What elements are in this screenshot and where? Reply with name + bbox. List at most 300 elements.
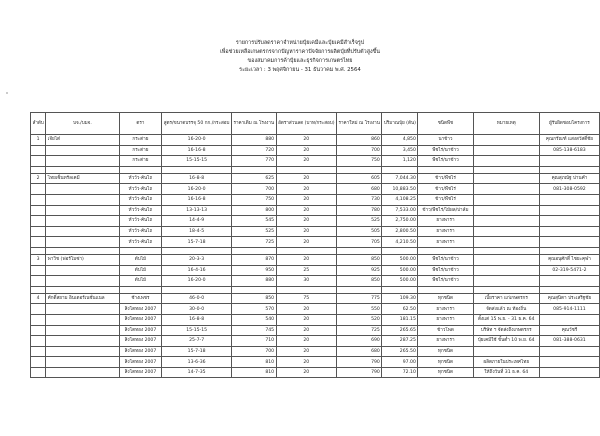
- formula-cell: 15-7-18: [162, 346, 232, 357]
- table-row: [31, 184, 600, 195]
- old-price-cell: 810: [231, 357, 276, 368]
- table-row: [31, 226, 600, 237]
- gap-cell: [473, 247, 539, 254]
- company-name-cell: พาวิช (ฟอร์โมซ่า): [46, 254, 119, 265]
- col-header: ตรา: [119, 113, 162, 135]
- new-price-cell: 730: [337, 194, 382, 205]
- company-name-cell: ศักดิ์สยาม อินเตอร์เนชั่นแนล: [46, 293, 119, 304]
- discount-cell: 20: [276, 145, 336, 156]
- old-price-cell: 700: [231, 184, 276, 195]
- crop-type-cell: พืชไร่/นาข้าว: [418, 254, 473, 265]
- brand-cell: ดับไม้: [119, 276, 162, 287]
- gap-cell: [337, 166, 382, 173]
- old-price-cell: 850: [231, 293, 276, 304]
- doc-title-line-3: ของสมาคมการค้าปุ๋ยและธุรกิจการเกษตรไทย: [247, 58, 353, 64]
- formula-cell: 18-4-5: [162, 226, 232, 237]
- remark-cell: ให้ถึงวันที่ 31 ธ.ค. 64: [473, 367, 539, 378]
- new-price-cell: 790: [337, 357, 382, 368]
- formula-cell: 46-0-0: [162, 293, 232, 304]
- quantity-tons-cell: 10,883.50: [382, 184, 418, 195]
- quantity-tons-cell: 72.10: [382, 367, 418, 378]
- table-row: [31, 156, 600, 167]
- company-name-cell: [46, 336, 119, 347]
- gap-cell: [119, 247, 162, 254]
- row-index-cell: [31, 276, 46, 287]
- old-price-cell: 750: [231, 194, 276, 205]
- brand-cell: หัววัว-คันไถ: [119, 237, 162, 248]
- brand-cell: หัววัว-คันไถ: [119, 226, 162, 237]
- gap-cell: [382, 247, 418, 254]
- col-header: หมายเหตุ: [473, 113, 539, 135]
- gap-cell: [418, 286, 473, 293]
- row-index-cell: 2: [31, 173, 46, 184]
- brand-cell: ดับไม้: [119, 265, 162, 276]
- old-price-cell: 745: [231, 325, 276, 336]
- row-index-cell: [31, 357, 46, 368]
- gap-cell: [46, 166, 119, 173]
- discount-cell: 20: [276, 135, 336, 146]
- quantity-tons-cell: 62.50: [382, 304, 418, 315]
- col-header: ชนิดพืช: [418, 113, 473, 135]
- new-price-cell: 790: [337, 367, 382, 378]
- discount-cell: 20: [276, 336, 336, 347]
- contact-cell: 02-319-5471-2: [539, 265, 599, 276]
- new-price-cell: 525: [337, 216, 382, 227]
- remark-cell: [473, 265, 539, 276]
- gap-cell: [337, 286, 382, 293]
- discount-cell: 75: [276, 293, 336, 304]
- crop-type-cell: ข้าว/พืชไร่: [418, 173, 473, 184]
- new-price-cell: 700: [337, 145, 382, 156]
- crop-type-cell: ยางพารา: [418, 216, 473, 227]
- gap-cell: [162, 166, 232, 173]
- brand-cell: สิงโตทอง 2007: [119, 304, 162, 315]
- crop-type-cell: ข้าว/พืชไร่: [418, 194, 473, 205]
- gap-cell: [539, 166, 599, 173]
- crop-type-cell: พืชไร่/นาข้าว: [418, 145, 473, 156]
- table-row: [31, 357, 600, 368]
- contact-cell: 085-914-1111: [539, 304, 599, 315]
- remark-cell: [473, 237, 539, 248]
- table-row: [31, 194, 600, 205]
- quantity-tons-cell: 2,800.50: [382, 226, 418, 237]
- table-body: [31, 135, 600, 378]
- gap-cell: [162, 286, 232, 293]
- row-index-cell: [31, 145, 46, 156]
- discount-cell: 20: [276, 314, 336, 325]
- remark-cell: ผลิตภายในประเทศไทย: [473, 357, 539, 368]
- company-name-cell: [46, 265, 119, 276]
- crop-type-cell: ทุกชนิด: [418, 293, 473, 304]
- company-name-cell: [46, 276, 119, 287]
- table-row: [31, 205, 600, 216]
- crop-type-cell: นาข้าว: [418, 135, 473, 146]
- discount-cell: 20: [276, 325, 336, 336]
- new-price-cell: 680: [337, 346, 382, 357]
- gap-cell: [46, 247, 119, 254]
- brand-cell: ดับไม้: [119, 254, 162, 265]
- row-index-cell: [31, 194, 46, 205]
- contact-cell: 081-308-0592: [539, 184, 599, 195]
- table-row: [31, 265, 600, 276]
- crop-type-cell: พืชไร่/นาข้าว: [418, 276, 473, 287]
- quantity-tons-cell: 181.15: [382, 314, 418, 325]
- gap-cell: [231, 286, 276, 293]
- crop-type-cell: ทุกชนิด: [418, 357, 473, 368]
- contact-cell: 081-388-0631: [539, 336, 599, 347]
- contact-cell: คุณอนุศักดิ์ ไชยะคุฬา: [539, 254, 599, 265]
- remark-cell: [473, 135, 539, 146]
- new-price-cell: 690: [337, 336, 382, 347]
- company-name-cell: [46, 216, 119, 227]
- gap-cell: [473, 286, 539, 293]
- brand-cell: กระต่าย: [119, 145, 162, 156]
- quantity-tons-cell: 500.00: [382, 254, 418, 265]
- company-name-cell: [46, 145, 119, 156]
- table-row: [31, 293, 600, 304]
- discount-cell: 25: [276, 265, 336, 276]
- scan-speck: [6, 92, 8, 94]
- formula-cell: 16-16-8: [162, 145, 232, 156]
- table-row: [31, 346, 600, 357]
- new-price-cell: 725: [337, 325, 382, 336]
- table-row: [31, 336, 600, 347]
- row-index-cell: 3: [31, 254, 46, 265]
- remark-cell: [473, 216, 539, 227]
- quantity-tons-cell: 109.30: [382, 293, 418, 304]
- crop-type-cell: พืชไร่/นาข้าว: [418, 156, 473, 167]
- contact-cell: 085-138-6183: [539, 145, 599, 156]
- remark-cell: [473, 173, 539, 184]
- new-price-cell: 775: [337, 293, 382, 304]
- brand-cell: สิงโตทอง 2007: [119, 357, 162, 368]
- brand-cell: ช้างเพชร: [119, 293, 162, 304]
- old-price-cell: 880: [231, 135, 276, 146]
- formula-cell: 16-8-8: [162, 173, 232, 184]
- quantity-tons-cell: 97.00: [382, 357, 418, 368]
- company-name-cell: [46, 156, 119, 167]
- table-row: [31, 314, 600, 325]
- discount-cell: 20: [276, 237, 336, 248]
- table-row: [31, 173, 600, 184]
- formula-cell: 16-20-0: [162, 135, 232, 146]
- remark-cell: บริษัท ฯ จัดส่งถึงเกษตรกร: [473, 325, 539, 336]
- crop-type-cell: ยางพารา: [418, 304, 473, 315]
- table-row: [31, 325, 600, 336]
- formula-cell: 25-7-7: [162, 336, 232, 347]
- old-price-cell: 525: [231, 226, 276, 237]
- table-row: [31, 216, 600, 227]
- row-index-cell: [31, 237, 46, 248]
- contact-cell: [539, 216, 599, 227]
- gap-cell: [382, 286, 418, 293]
- discount-cell: 30: [276, 276, 336, 287]
- contact-cell: คุณกรัณฑ์ แสงสวัสดิ์ชัย: [539, 135, 599, 146]
- formula-cell: 15-15-15: [162, 325, 232, 336]
- contact-cell: [539, 237, 599, 248]
- contact-cell: [539, 357, 599, 368]
- discount-cell: 20: [276, 304, 336, 315]
- formula-cell: 15-15-15: [162, 156, 232, 167]
- brand-cell: หัววัว-คันไถ: [119, 173, 162, 184]
- gap-cell: [276, 286, 336, 293]
- brand-cell: กระต่าย: [119, 135, 162, 146]
- gap-cell: [382, 166, 418, 173]
- quantity-tons-cell: 265.50: [382, 346, 418, 357]
- remark-cell: [473, 156, 539, 167]
- remark-cell: [473, 205, 539, 216]
- gap-cell: [276, 247, 336, 254]
- remark-cell: ปุ๋ยเคมีใช้ ขั้นต่ำ 10 พ.ย. 64: [473, 336, 539, 347]
- remark-cell: [473, 145, 539, 156]
- gap-cell: [418, 166, 473, 173]
- crop-type-cell: ยางพารา: [418, 226, 473, 237]
- remark-cell: [473, 346, 539, 357]
- new-price-cell: 850: [337, 254, 382, 265]
- row-index-cell: [31, 216, 46, 227]
- quantity-tons-cell: 1,120: [382, 156, 418, 167]
- old-price-cell: 770: [231, 156, 276, 167]
- old-price-cell: 545: [231, 216, 276, 227]
- row-index-cell: [31, 325, 46, 336]
- remark-cell: จัดส่งแล้ว ณ ท้องถิ่น: [473, 304, 539, 315]
- table-header-row: [31, 113, 600, 135]
- row-index-cell: 1: [31, 135, 46, 146]
- gap-cell: [337, 247, 382, 254]
- discount-cell: 20: [276, 254, 336, 265]
- contact-cell: คุณวัชรี: [539, 325, 599, 336]
- gap-cell: [473, 166, 539, 173]
- col-header: ราคาใหม่ ณ โรงงาน: [337, 113, 382, 135]
- remark-cell: [473, 184, 539, 195]
- old-price-cell: 800: [231, 205, 276, 216]
- company-name-cell: [46, 184, 119, 195]
- table-gap-row: [31, 286, 600, 293]
- old-price-cell: 810: [231, 367, 276, 378]
- table-row: [31, 367, 600, 378]
- new-price-cell: 505: [337, 226, 382, 237]
- remark-cell: [473, 194, 539, 205]
- row-index-cell: [31, 226, 46, 237]
- table-row: [31, 276, 600, 287]
- new-price-cell: 550: [337, 304, 382, 315]
- company-name-cell: เจียไต๋: [46, 135, 119, 146]
- gap-cell: [418, 247, 473, 254]
- formula-cell: 14-4-9: [162, 216, 232, 227]
- crop-type-cell: ทุกชนิด: [418, 367, 473, 378]
- quantity-tons-cell: 3,450: [382, 145, 418, 156]
- contact-cell: [539, 226, 599, 237]
- company-name-cell: [46, 194, 119, 205]
- old-price-cell: 880: [231, 276, 276, 287]
- remark-cell: [473, 254, 539, 265]
- old-price-cell: 720: [231, 145, 276, 156]
- discount-cell: 20: [276, 367, 336, 378]
- gap-cell: [31, 166, 46, 173]
- new-price-cell: 605: [337, 173, 382, 184]
- crop-type-cell: ยางพารา: [418, 336, 473, 347]
- quantity-tons-cell: 500.00: [382, 265, 418, 276]
- quantity-tons-cell: 4,108.25: [382, 194, 418, 205]
- company-name-cell: [46, 346, 119, 357]
- discount-cell: 20: [276, 194, 336, 205]
- formula-cell: 13-6-36: [162, 357, 232, 368]
- brand-cell: หัววัว-คันไถ: [119, 194, 162, 205]
- old-price-cell: 625: [231, 173, 276, 184]
- doc-title-line-4: ระยะเวลา : 3 พฤศจิกายน - 31 ธันวาคม พ.ศ. 2564: [239, 67, 361, 73]
- gap-cell: [31, 286, 46, 293]
- contact-cell: คุณสุภณัฐ ปานคำ: [539, 173, 599, 184]
- crop-type-cell: ข้าว/พืชไร่/ไม้ผล/ปาล์ม: [418, 205, 473, 216]
- table-row: [31, 145, 600, 156]
- company-name-cell: [46, 314, 119, 325]
- contact-cell: [539, 314, 599, 325]
- gap-cell: [276, 166, 336, 173]
- company-name-cell: [46, 325, 119, 336]
- new-price-cell: 520: [337, 314, 382, 325]
- crop-type-cell: ยางพารา: [418, 237, 473, 248]
- gap-cell: [46, 286, 119, 293]
- old-price-cell: 870: [231, 254, 276, 265]
- brand-cell: สิงโตทอง 2007: [119, 325, 162, 336]
- discount-cell: 20: [276, 226, 336, 237]
- col-header: ราคาเดิม ณ โรงงาน: [231, 113, 276, 135]
- formula-cell: 13-13-13: [162, 205, 232, 216]
- row-index-cell: [31, 265, 46, 276]
- row-index-cell: [31, 156, 46, 167]
- company-name-cell: ไทยเซ็นทรัลเคมี: [46, 173, 119, 184]
- contact-cell: [539, 346, 599, 357]
- contact-cell: [539, 194, 599, 205]
- remark-cell: [473, 276, 539, 287]
- brand-cell: หัววัว-คันไถ: [119, 184, 162, 195]
- row-index-cell: 4: [31, 293, 46, 304]
- brand-cell: สิงโตทอง 2007: [119, 346, 162, 357]
- price-table: [30, 112, 600, 378]
- remark-cell: ตั้งแต่ 15 พ.ย. - 31 ธ.ค. 64: [473, 314, 539, 325]
- gap-cell: [119, 286, 162, 293]
- quantity-tons-cell: 4,850: [382, 135, 418, 146]
- company-name-cell: [46, 205, 119, 216]
- doc-title-line-1: รายการปรับลดราคาจำหน่ายปุ๋ยเคมีและปุ๋ยเคมีสำเร็จรูป: [235, 40, 365, 46]
- row-index-cell: [31, 346, 46, 357]
- old-price-cell: 540: [231, 314, 276, 325]
- row-index-cell: [31, 184, 46, 195]
- formula-cell: 20-3-3: [162, 254, 232, 265]
- crop-type-cell: ยางพารา: [418, 314, 473, 325]
- company-name-cell: [46, 367, 119, 378]
- formula-cell: 16-20-0: [162, 184, 232, 195]
- doc-title-line-2: เพื่อช่วยเหลือเกษตรกรจากปัญหาราคาปัจจัยการผลิตปุ๋ยที่ปรับตัวสูงขึ้น: [220, 49, 380, 55]
- discount-cell: 20: [276, 184, 336, 195]
- row-index-cell: [31, 314, 46, 325]
- discount-cell: 20: [276, 357, 336, 368]
- quantity-tons-cell: 4,210.50: [382, 237, 418, 248]
- quantity-tons-cell: 500.00: [382, 276, 418, 287]
- formula-cell: 16-4-16: [162, 265, 232, 276]
- discount-cell: 20: [276, 173, 336, 184]
- contact-cell: [539, 367, 599, 378]
- discount-cell: 20: [276, 205, 336, 216]
- old-price-cell: 570: [231, 304, 276, 315]
- new-price-cell: 780: [337, 205, 382, 216]
- col-header: สูตร/ขนาดบรรจุ 50 กก./กระสอบ: [162, 113, 232, 135]
- formula-cell: 15-7-18: [162, 237, 232, 248]
- crop-type-cell: ข้าว/พืชไร่: [418, 184, 473, 195]
- new-price-cell: 925: [337, 265, 382, 276]
- formula-cell: 14-7-35: [162, 367, 232, 378]
- row-index-cell: [31, 205, 46, 216]
- brand-cell: หัววัว-คันไถ: [119, 216, 162, 227]
- formula-cell: 16-8-8: [162, 314, 232, 325]
- old-price-cell: 725: [231, 237, 276, 248]
- remark-cell: เบี้ยราคา แก่เกษตรกร: [473, 293, 539, 304]
- quantity-tons-cell: 2,750.00: [382, 216, 418, 227]
- quantity-tons-cell: 265.65: [382, 325, 418, 336]
- old-price-cell: 710: [231, 336, 276, 347]
- old-price-cell: 950: [231, 265, 276, 276]
- old-price-cell: 700: [231, 346, 276, 357]
- remark-cell: [473, 226, 539, 237]
- table-row: [31, 254, 600, 265]
- crop-type-cell: ข้าวโพด: [418, 325, 473, 336]
- discount-cell: 20: [276, 156, 336, 167]
- brand-cell: กระต่าย: [119, 156, 162, 167]
- row-index-cell: [31, 367, 46, 378]
- formula-cell: 30-0-0: [162, 304, 232, 315]
- quantity-tons-cell: 287.25: [382, 336, 418, 347]
- company-name-cell: [46, 357, 119, 368]
- table-gap-row: [31, 166, 600, 173]
- row-index-cell: [31, 304, 46, 315]
- gap-cell: [231, 247, 276, 254]
- new-price-cell: 860: [337, 135, 382, 146]
- contact-cell: [539, 276, 599, 287]
- formula-cell: 16-20-0: [162, 276, 232, 287]
- col-header: ผู้รับผิดชอบโครงการ: [539, 113, 599, 135]
- brand-cell: หัววัว-คันไถ: [119, 205, 162, 216]
- quantity-tons-cell: 7,533.00: [382, 205, 418, 216]
- table-row: [31, 135, 600, 146]
- brand-cell: สิงโตทอง 2007: [119, 314, 162, 325]
- crop-type-cell: ทุกชนิด: [418, 346, 473, 357]
- new-price-cell: 850: [337, 276, 382, 287]
- brand-cell: สิงโตทอง 2007: [119, 336, 162, 347]
- table-gap-row: [31, 247, 600, 254]
- gap-cell: [539, 247, 599, 254]
- gap-cell: [539, 286, 599, 293]
- discount-cell: 20: [276, 216, 336, 227]
- col-header: ลำดับ: [31, 113, 46, 135]
- discount-cell: 20: [276, 346, 336, 357]
- gap-cell: [162, 247, 232, 254]
- col-header: ปริมาณปุ๋ย (ตัน): [382, 113, 418, 135]
- col-header: บจ./บมจ.: [46, 113, 119, 135]
- table-row: [31, 304, 600, 315]
- contact-cell: [539, 205, 599, 216]
- crop-type-cell: พืชไร่/นาข้าว: [418, 265, 473, 276]
- new-price-cell: 680: [337, 184, 382, 195]
- quantity-tons-cell: 7,044.30: [382, 173, 418, 184]
- contact-cell: คุณสุนิตา ประเสริฐชัย: [539, 293, 599, 304]
- row-index-cell: [31, 336, 46, 347]
- new-price-cell: 705: [337, 237, 382, 248]
- new-price-cell: 750: [337, 156, 382, 167]
- table-row: [31, 237, 600, 248]
- company-name-cell: [46, 237, 119, 248]
- brand-cell: สิงโตทอง 2007: [119, 367, 162, 378]
- gap-cell: [31, 247, 46, 254]
